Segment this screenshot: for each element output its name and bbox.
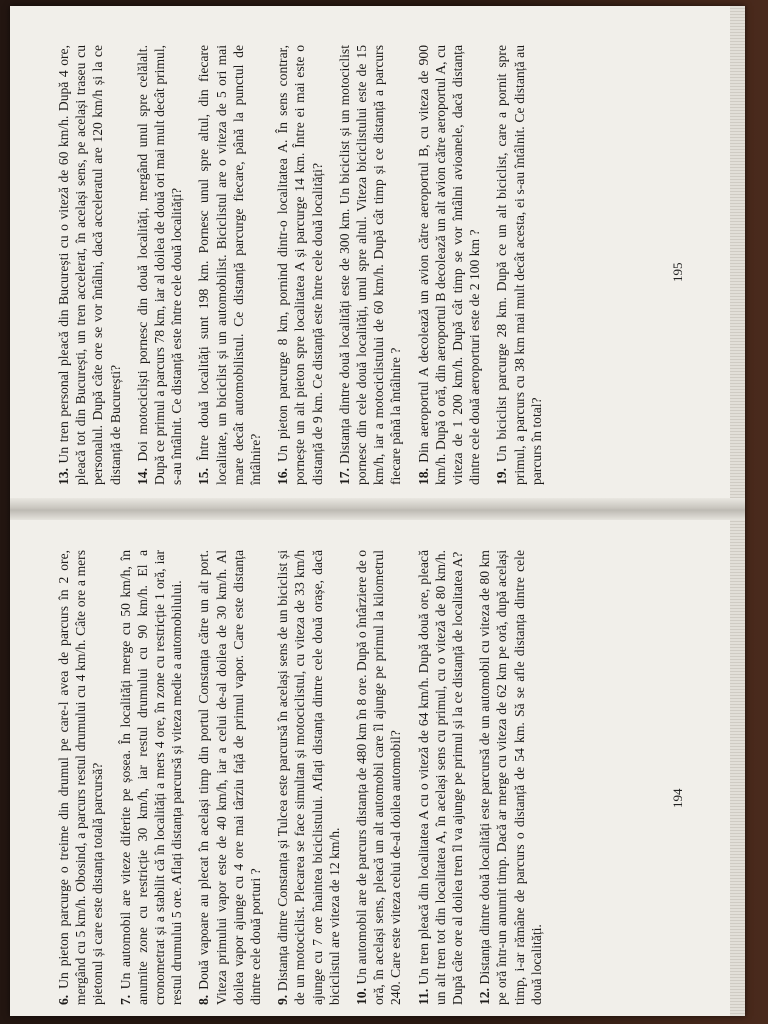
problem-18: 18. Din aeroportul A decolează un avion către aeroportul B, cu viteza de 900 km/h. După o oră, din aeroportul B decolează un alt avion către aeroportul A, cu viteza de 1 200 km/h. După cât timp se vor întâlni avioanele, dacă distanța dintre cele două aeroporturi este de 2 100 km ? <box>415 45 483 485</box>
problem-19: 19. Un biciclist parcurge 28 km. După ce un alt biciclist, care a pornit spre primul, a parcurs cu 38 km mai mult decât acesta, ei s-au întâlnit. Ce distanță au parcurs în total? <box>494 45 544 485</box>
problem-9: 9. Distanța dintre Constanța și Tulcea este parcursă în același sens de un biciclist și de un motociclist. Plecarea se face simultan și motociclistul, cu viteza de 33 km/h ajunge cu 7 ore înaintea biciclistului. Aflați distanța dintre cele două orașe, dacă biciclistul are viteza de 12 km/h. <box>275 549 342 1005</box>
problem-12: 12. Distanța dintre două localități este parcursă de un automobil cu viteza de 80 km pe oră într-un anumit timp. Dacă ar merge cu viteza de 62 km pe oră, după același timp, i-ar rămâne de parcurs o distanță de 54 km. Să se afle distanța dintre cele două localități. <box>477 550 544 1005</box>
problem-17: 17. Distanța dintre două localități este de 300 km. Un biciclist și un motociclist pornesc din cele două localități, unul spre altul. Viteza biciclistului este de 15 km/h, iar a motociclistului de 60 km/h. După cât timp și ce distanță a parcurs fiecare până la întâlnire ? <box>336 45 404 485</box>
problem-10: 10. Un automobil are de parcurs distanța de 480 km în 8 ore. După o întârziere de o oră, în același sens, pleacă un alt automobil care îl ajunge pe primul la kilometrul 240. Care este viteza celui de-al doilea automobil? <box>354 550 404 1005</box>
problem-8: 8. Două vapoare au plecat în același timp din portul Constanța către un alt port. Viteza primului vapor este de 40 km/h, iar a celui de-al doilea de 30 km/h. Al doilea vapor ajunge cu 4 ore mai târziu față de primul vapor. Care este distanța dintre cele două porturi ? <box>196 550 264 1005</box>
problem-11: 11. Un tren pleacă din localitatea A cu o viteză de 64 km/h. După două ore, pleacă un alt tren tot din localitatea A, în același sens cu primul, cu o viteză de 80 km/h. După câte ore al doilea tren îl va ajunge pe primul și la ce distanță de localitatea A? <box>415 550 466 1005</box>
problem-16: 16. Un pieton parcurge 8 km, pornind dintr-o localitatea A. În sens contrar, pornește un alt pieton spre localitatea A și parcurge 14 km. Între ei mai este o distanță de 9 km. Ce distanță este între cele două localități? <box>275 45 325 485</box>
problem-13: 13. Un tren personal pleacă din București cu o viteză de 60 km/h. După 4 ore, pleacă tot din București, un tren accelerat, în același sens, pe același traseu cu personalul. După câte ore se vor întâlni, dacă acceleratul are 120 km/h și la ce distanță de București? <box>56 45 123 485</box>
problem-6: 6. Un pieton parcurge o treime din drumul pe care-l avea de parcurs în 2 ore, mergând cu 5 km/h. Obosind, a parcurs restul drumului cu 4 km/h. Câte ore a mers pietonul și care este distanța totală parcursă? <box>56 550 106 1005</box>
problem-7: 7. Un automobil are viteze diferite pe șosea. În localități merge cu 50 km/h, în anumite zone cu restricție 30 km/h, iar restul drumului cu 90 km/h. El a cronometrat și a stabilit că în localități a mers 4 ore, în zone cu restricție 1 oră, iar restul drumului 5 ore. Aflați distanța parcursă și viteza medie a automobilului. <box>117 549 185 1005</box>
problem-14: 14. Doi motocicliști pornesc din două localități, mergând unul spre celălalt. După ce primul a parcurs 78 km, iar al doilea de două ori mai mult decât primul, s-au întâlnit. Ce distanță este între cele două localități? <box>134 45 185 485</box>
page-194 <box>55 550 705 1005</box>
page-number-195: 195 <box>670 262 685 282</box>
book-gutter <box>10 498 745 520</box>
page-number-194: 194 <box>670 788 685 808</box>
problem-15: 15. Între două localități sunt 198 km. Pornesc unul spre altul, din fiecare localitate, un biciclist și un automobilist. Biciclistul are o viteza de 5 ori mai mare decât automobilistul. Ce distanță parcurge fiecare, până la punctul de întâlnire? <box>196 44 264 485</box>
page-195 <box>55 45 705 485</box>
